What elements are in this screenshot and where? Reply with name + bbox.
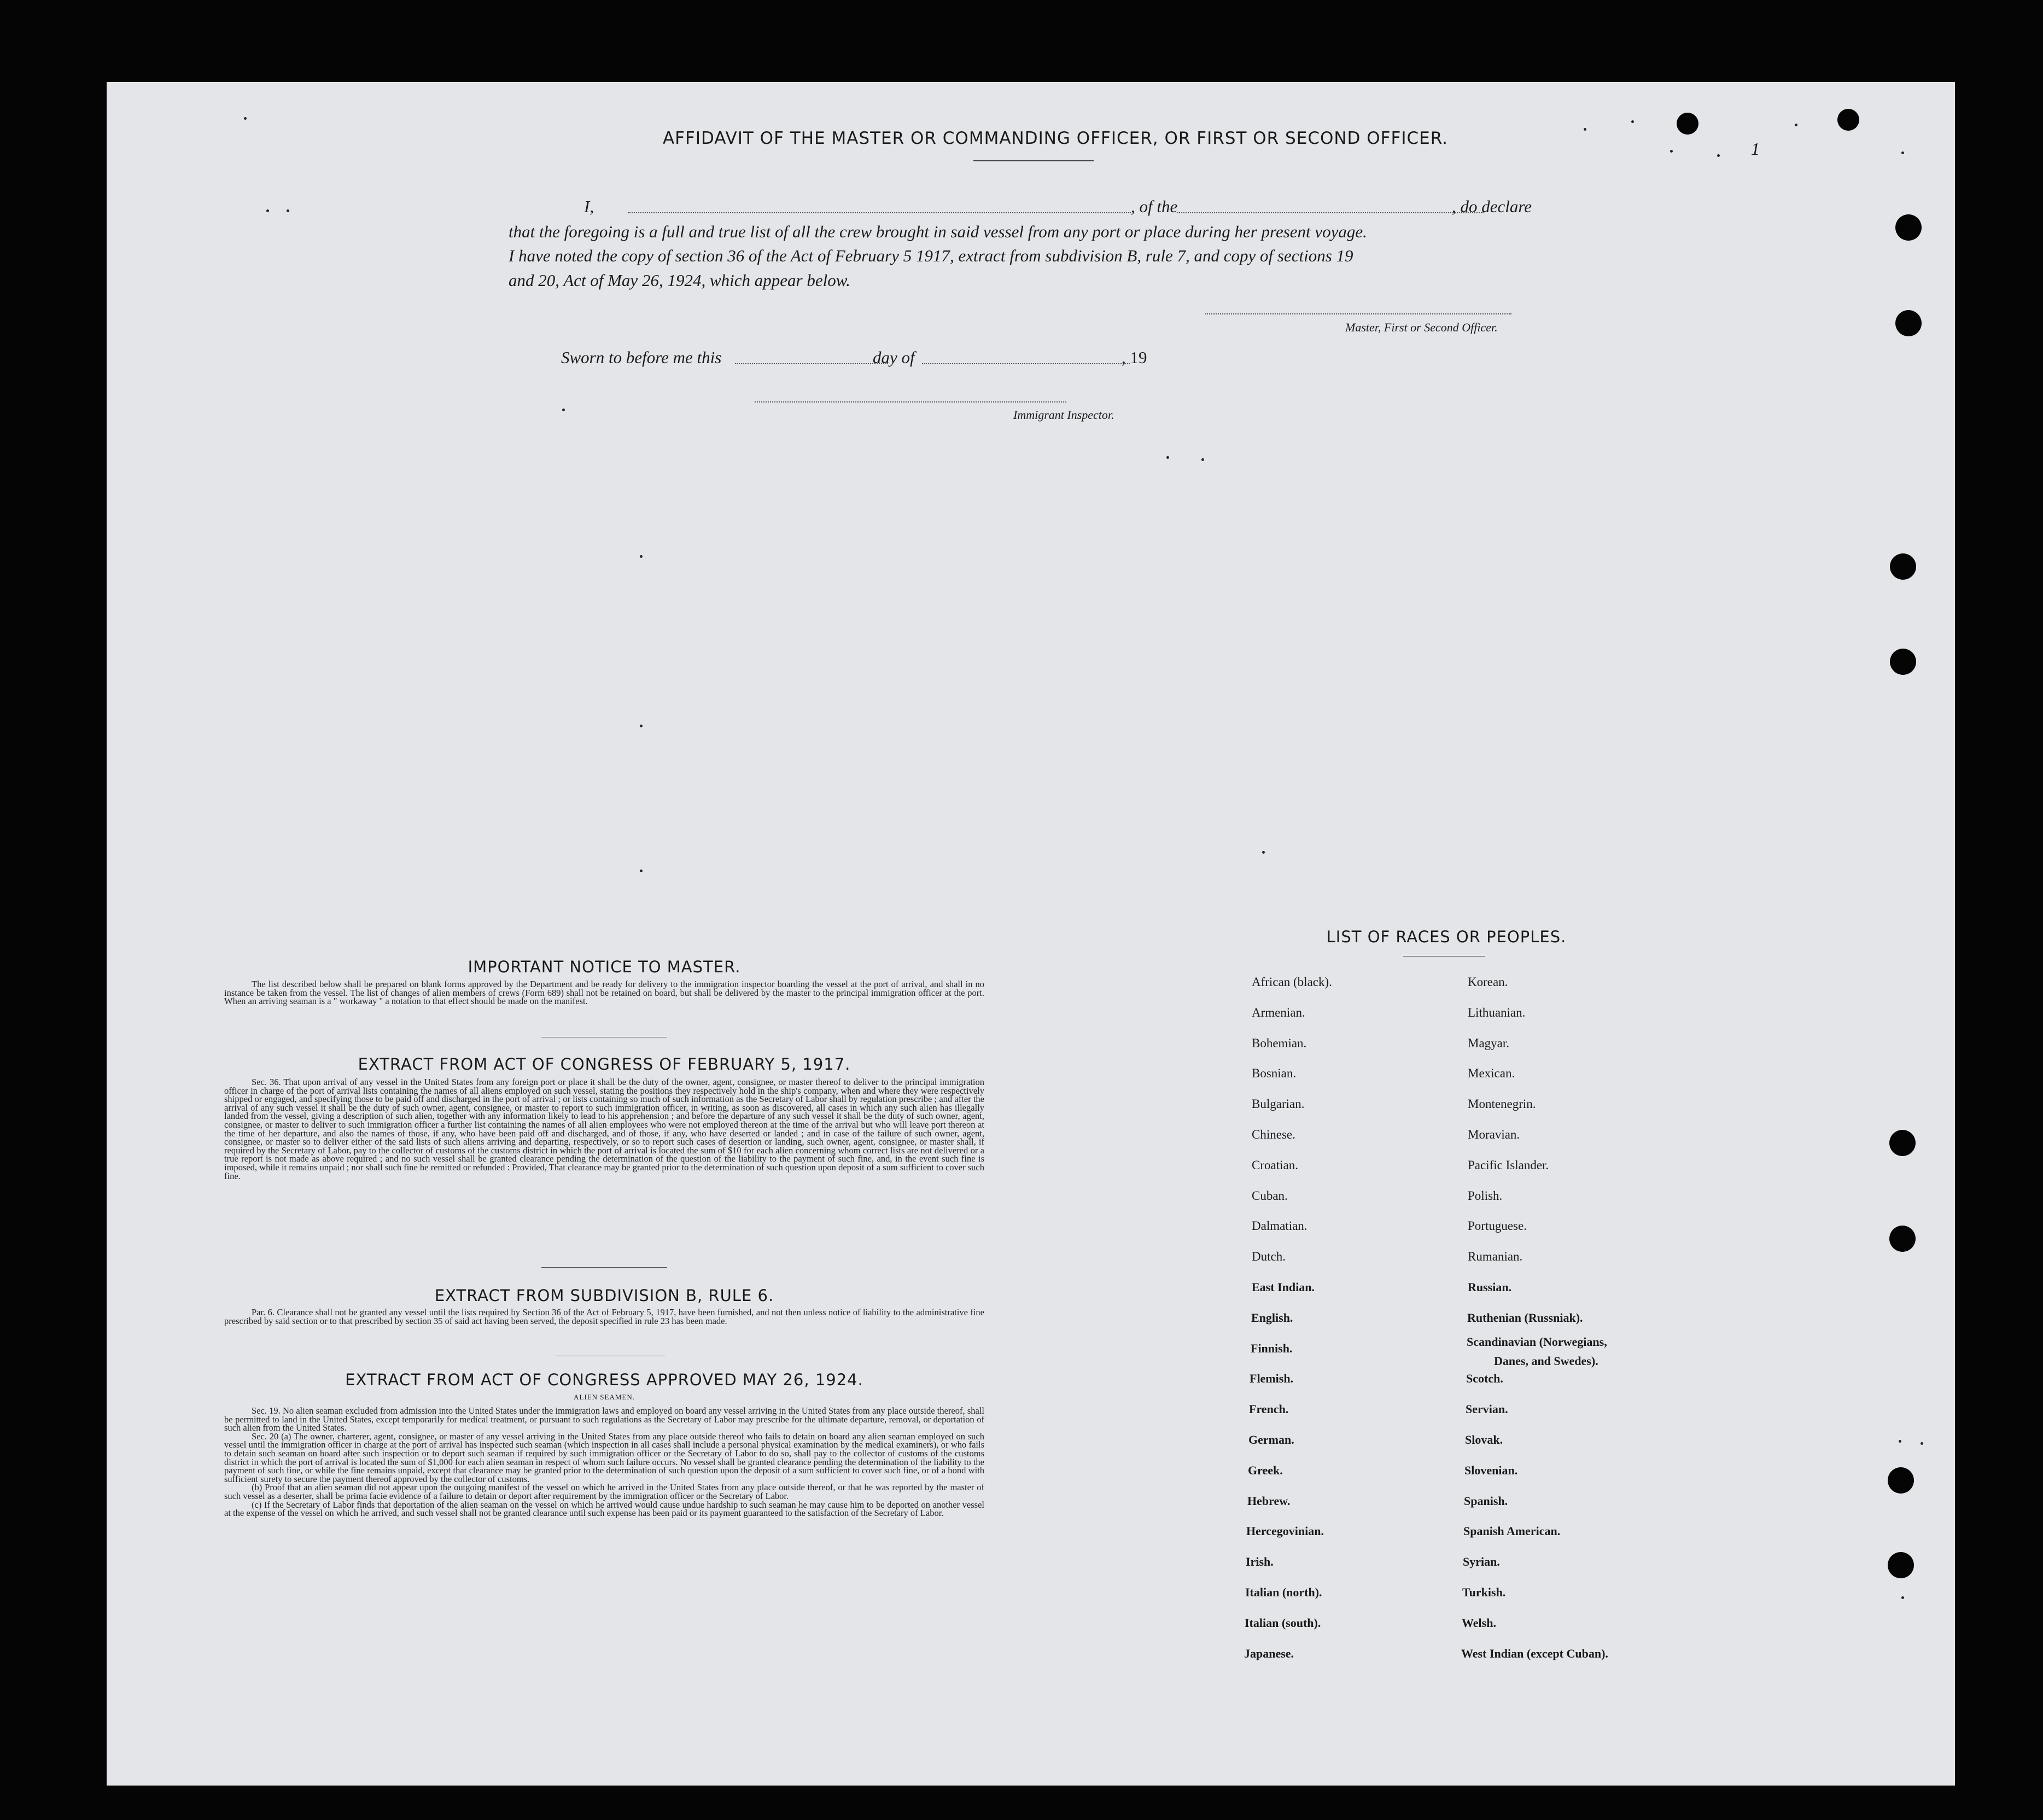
- race-item: Magyar.: [1468, 1036, 1510, 1050]
- race-item: Greek.: [1248, 1463, 1283, 1477]
- affidavit-line-3: I have noted the copy of section 36 of the Act of February 5 1917, extract from subdivision B, rule 7, and copy of sections 19: [509, 246, 1353, 265]
- sworn-label: Sworn to before me this: [561, 348, 722, 367]
- declarant-i: I,: [584, 197, 594, 216]
- alien-seamen-subtitle: ALIEN SEAMEN.: [574, 1393, 635, 1401]
- binder-hole: [1890, 553, 1916, 580]
- race-item: French.: [1249, 1402, 1289, 1416]
- race-item: Syrian.: [1463, 1555, 1500, 1568]
- speck: [1670, 150, 1673, 153]
- inspector-caption: Immigrant Inspector.: [1013, 408, 1114, 422]
- binder-hole: [1888, 1552, 1914, 1578]
- race-item: Italian (south).: [1245, 1616, 1321, 1630]
- race-item: Bohemian.: [1252, 1036, 1307, 1050]
- race-item: Bulgarian.: [1252, 1097, 1305, 1111]
- day-of-label: day of: [873, 348, 915, 367]
- subdivision-b-text: [224, 1308, 984, 1325]
- binder-hole: [1888, 1467, 1914, 1494]
- race-item: Mexican.: [1468, 1066, 1515, 1080]
- race-item: Moravian.: [1468, 1128, 1520, 1141]
- subdivision-b-paragraph: Par. 6. Clearance shall not be granted any vessel until the lists required by Section 36 of the Act of February 5, 1917, have been furnished, and not then unless notice of liability to the administrative fine prescribed by said section or to that prescribed by section 35 of said act having been served, the deposit specified in rule 23 has been made.: [224, 1307, 984, 1326]
- race-item: Korean.: [1468, 975, 1508, 989]
- subdivision-b-title: EXTRACT FROM SUBDIVISION B, RULE 6.: [434, 1286, 774, 1305]
- do-declare-label: , do declare: [1452, 197, 1532, 216]
- sec-20a-paragraph: Sec. 20 (a) The owner, charterer, agent, consignee, or master of any vessel arriving in the United States from any place outside thereof who fails to detain on board any alien seaman employed on such vessel until the immigration officer in charge at the port of arrival has inspected such seaman (which inspection in all cases shall include a personal physical examination by the medical examiners), or who fails to detain such seaman on board after such inspection or to deport such seaman if required by such immigration officer or the Secretary of Labor to do so, shall pay to the collector of customs of the customs district in which the port of arrival is located the sum of $1,000 for each alien seaman in respect of whom such failure occurs. No vessel shall be granted clearance pending the determination of the liability to the payment of such fine, or while the fine remains unpaid, except that clearance may be granted prior to the determination of such question upon the deposit of a sum sufficient to cover such fine, or of a bond with sufficient surety to secure the payment thereof approved by the collector of customs.: [224, 1431, 984, 1484]
- race-item: Bosnian.: [1252, 1066, 1297, 1080]
- affidavit-line-4: and 20, Act of May 26, 1924, which appear below.: [509, 271, 850, 290]
- race-item: Hebrew.: [1247, 1494, 1291, 1508]
- speck: [640, 870, 643, 872]
- page-mark: 1: [1751, 139, 1760, 159]
- speck: [562, 409, 565, 411]
- race-item: Slovak.: [1465, 1433, 1503, 1446]
- race-item: African (black).: [1252, 975, 1332, 989]
- race-item: Dutch.: [1252, 1250, 1286, 1263]
- title-underline: [973, 160, 1094, 161]
- speck: [1921, 1442, 1923, 1445]
- race-item: West Indian (except Cuban).: [1461, 1647, 1608, 1660]
- speck: [1795, 124, 1797, 126]
- master-caption: Master, First or Second Officer.: [1345, 320, 1498, 334]
- of-the-label: , of the: [1131, 197, 1178, 216]
- notice-text: [224, 980, 984, 1006]
- inspector-signature-field[interactable]: [755, 401, 1066, 402]
- race-item: Slovenian.: [1464, 1463, 1518, 1477]
- race-item: Rumanian.: [1468, 1250, 1523, 1263]
- master-signature-field[interactable]: [1205, 313, 1511, 314]
- affidavit-line-1: [584, 197, 1552, 219]
- speck: [640, 725, 643, 727]
- binder-hole: [1889, 1226, 1916, 1252]
- race-item: Finnish.: [1251, 1341, 1293, 1355]
- race-item: Chinese.: [1252, 1128, 1295, 1141]
- speck: [1584, 128, 1586, 131]
- race-item: Hercegovinian.: [1246, 1524, 1324, 1538]
- speck: [287, 209, 289, 212]
- race-item: Japanese.: [1244, 1647, 1294, 1660]
- race-item: Croatian.: [1252, 1158, 1298, 1172]
- race-item: Lithuanian.: [1468, 1006, 1526, 1019]
- race-item: Scandinavian (Norwegians,: [1467, 1335, 1607, 1349]
- act-1924-title: EXTRACT FROM ACT OF CONGRESS APPROVED MAY 26, 1924.: [345, 1370, 863, 1389]
- affidavit-line-2: that the foregoing is a full and true list of all the crew brought in said vessel from any port or place during her present voyage.: [509, 222, 1367, 241]
- speck: [1166, 456, 1169, 459]
- race-item: Spanish American.: [1463, 1524, 1561, 1538]
- race-item: Flemish.: [1250, 1372, 1294, 1385]
- speck: [640, 555, 643, 558]
- sworn-month-field[interactable]: [922, 363, 1130, 364]
- section-divider: [541, 1267, 667, 1268]
- race-item: Russian.: [1468, 1280, 1512, 1294]
- speck: [1901, 1596, 1904, 1599]
- speck: [1201, 458, 1204, 461]
- notice-paragraph: The list described below shall be prepared on blank forms approved by the Department and be ready for delivery to the immigration inspector boarding the vessel at the port of arrival, and shall in no instance be taken from the vessel. The list of changes of alien members of crews (Form 689) shall not be retained on board, but shall be delivered by the master to the principal immigration officer at the port. When an arriving seaman is a " workaway " a notation to that effect should be made on the manifest.: [224, 979, 984, 1007]
- affidavit-title: AFFIDAVIT OF THE MASTER OR COMMANDING OFFICER, OR FIRST OR SECOND OFFICER.: [662, 129, 1449, 148]
- race-item: German.: [1248, 1433, 1294, 1446]
- binder-hole: [1837, 109, 1859, 131]
- race-item: Pacific Islander.: [1468, 1158, 1549, 1172]
- sec-20b-paragraph: (b) Proof that an alien seaman did not appear upon the outgoing manifest of the vessel on which he arrived in the United States from any place outside thereof, or that he was reported by the master of such vessel as a deserter, shall be prima facie evidence of a failure to detain or deport after requirement by the immigration officer or the Secretary of Labor.: [224, 1482, 984, 1501]
- notice-title: IMPORTANT NOTICE TO MASTER.: [468, 958, 741, 976]
- race-item: Irish.: [1246, 1555, 1274, 1568]
- speck: [266, 209, 269, 212]
- form-sheet: [107, 82, 1955, 1786]
- binder-hole: [1677, 113, 1698, 135]
- race-item: Portuguese.: [1468, 1219, 1527, 1233]
- act-1917-paragraph: Sec. 36. That upon arrival of any vessel in the United States from any foreign port or place it shall be the duty of the owner, agent, consignee, or master thereof to deliver to the principal immigration officer in charge of the port of arrival lists containing the names of all aliens employed on such vessel, stating the positions they respectively hold in the ship's company, when and where they were respectively shipped or engaged, and specifying those to be paid off and discharged in the port of arrival ; or lists containing so much of such information as the Secretary of Labor shall by regulation prescribe ; and after the arrival of any such vessel it shall be the duty of such owner, agent, consignee, or master to report to such immigration officer, in writing, as soon as discovered, all cases in which any such alien has illegally landed from the vessel, giving a description of such alien, together with any information likely to lead to his apprehension ; and before the departure of any such vessel it shall be the duty of such owner, agent, consignee, or master to deliver to such immigration officer a further list containing the names of all alien employees who were not employed thereon at the time of the arrival but who will leave port thereon at the time of her departure, and also the names of those, if any, who have been paid off and discharged, and of those, if any, who have deserted or landed ; and in case of the failure of such owner, agent, consignee, or master so to deliver either of the said lists of such aliens arriving and departing, respectively, or so to report such cases of desertion or landing, such owner, agent, consignee, or master shall, if required by the Secretary of Labor, pay to the collector of customs of the customs district in which the port of arrival is located the sum of $10 for each alien concerning whom correct lists are not delivered or a true report is not made as above required ; and no such vessel shall be granted clearance pending the determination of the question of the liability to the payment of such fine, and, in the event such fine is imposed, while it remains unpaid ; nor shall such fine be remitted or refunded : Provided, That clearance may be granted prior to the determination of such question upon deposit of a sum sufficient to cover such fine.: [224, 1077, 984, 1181]
- race-item: Servian.: [1466, 1402, 1508, 1416]
- race-item: Turkish.: [1462, 1585, 1506, 1599]
- act-1917-text: [224, 1078, 984, 1180]
- act-1924-text: [224, 1407, 984, 1518]
- speck: [1717, 154, 1720, 157]
- speck: [1262, 851, 1265, 854]
- race-item: Ruthenian (Russniak).: [1467, 1311, 1583, 1325]
- race-item: Welsh.: [1462, 1616, 1496, 1630]
- vessel-name-field[interactable]: [1177, 212, 1484, 213]
- sec-19-paragraph: Sec. 19. No alien seaman excluded from admission into the United States under the immigration laws and employed on board any vessel arriving in the United States from any place outside thereof, shall be permitted to land in the United States, except temporarily for medical treatment, or pursuant to such regulations as the Secretary of Labor may prescribe for the ultimate departure, removal, or deportation of such alien from the United States.: [224, 1405, 984, 1433]
- speck: [1899, 1440, 1901, 1443]
- race-item: Polish.: [1468, 1189, 1503, 1203]
- race-item: Cuban.: [1252, 1189, 1288, 1203]
- race-item: Montenegrin.: [1468, 1097, 1536, 1111]
- race-item: Dalmatian.: [1252, 1219, 1307, 1233]
- speck: [244, 117, 247, 120]
- sworn-day-field[interactable]: [735, 363, 888, 364]
- binder-hole: [1895, 214, 1922, 241]
- speck: [1631, 120, 1634, 123]
- race-item: Italian (north).: [1245, 1585, 1322, 1599]
- binder-hole: [1889, 1130, 1916, 1156]
- race-item: English.: [1251, 1311, 1293, 1325]
- year-label: , 19: [1122, 348, 1147, 367]
- act-1917-title: EXTRACT FROM ACT OF CONGRESS OF FEBRUARY 5, 1917.: [358, 1055, 851, 1074]
- race-scandinavian-continuation: Danes, and Swedes).: [1494, 1354, 1598, 1368]
- race-item: Armenian.: [1252, 1006, 1305, 1019]
- declarant-name-field[interactable]: [628, 212, 1131, 213]
- races-title: LIST OF RACES OR PEOPLES.: [1326, 928, 1567, 946]
- race-item: Spanish.: [1464, 1494, 1508, 1508]
- binder-hole: [1895, 310, 1922, 336]
- race-item: Scotch.: [1466, 1372, 1503, 1385]
- binder-hole: [1890, 649, 1916, 675]
- race-item: East Indian.: [1252, 1280, 1315, 1294]
- sworn-line: [561, 348, 1163, 370]
- speck: [1901, 151, 1904, 154]
- sec-20c-paragraph: (c) If the Secretary of Labor finds that deportation of the alien seaman on the vessel on which he arrived would cause undue hardship to such seaman he may cause him to be deported on another vessel at the expense of the vessel on which he arrived, and such vessel shall not be granted clearance until such expense has been paid or its payment guaranteed to the satisfaction of the Secretary of Labor.: [224, 1499, 984, 1519]
